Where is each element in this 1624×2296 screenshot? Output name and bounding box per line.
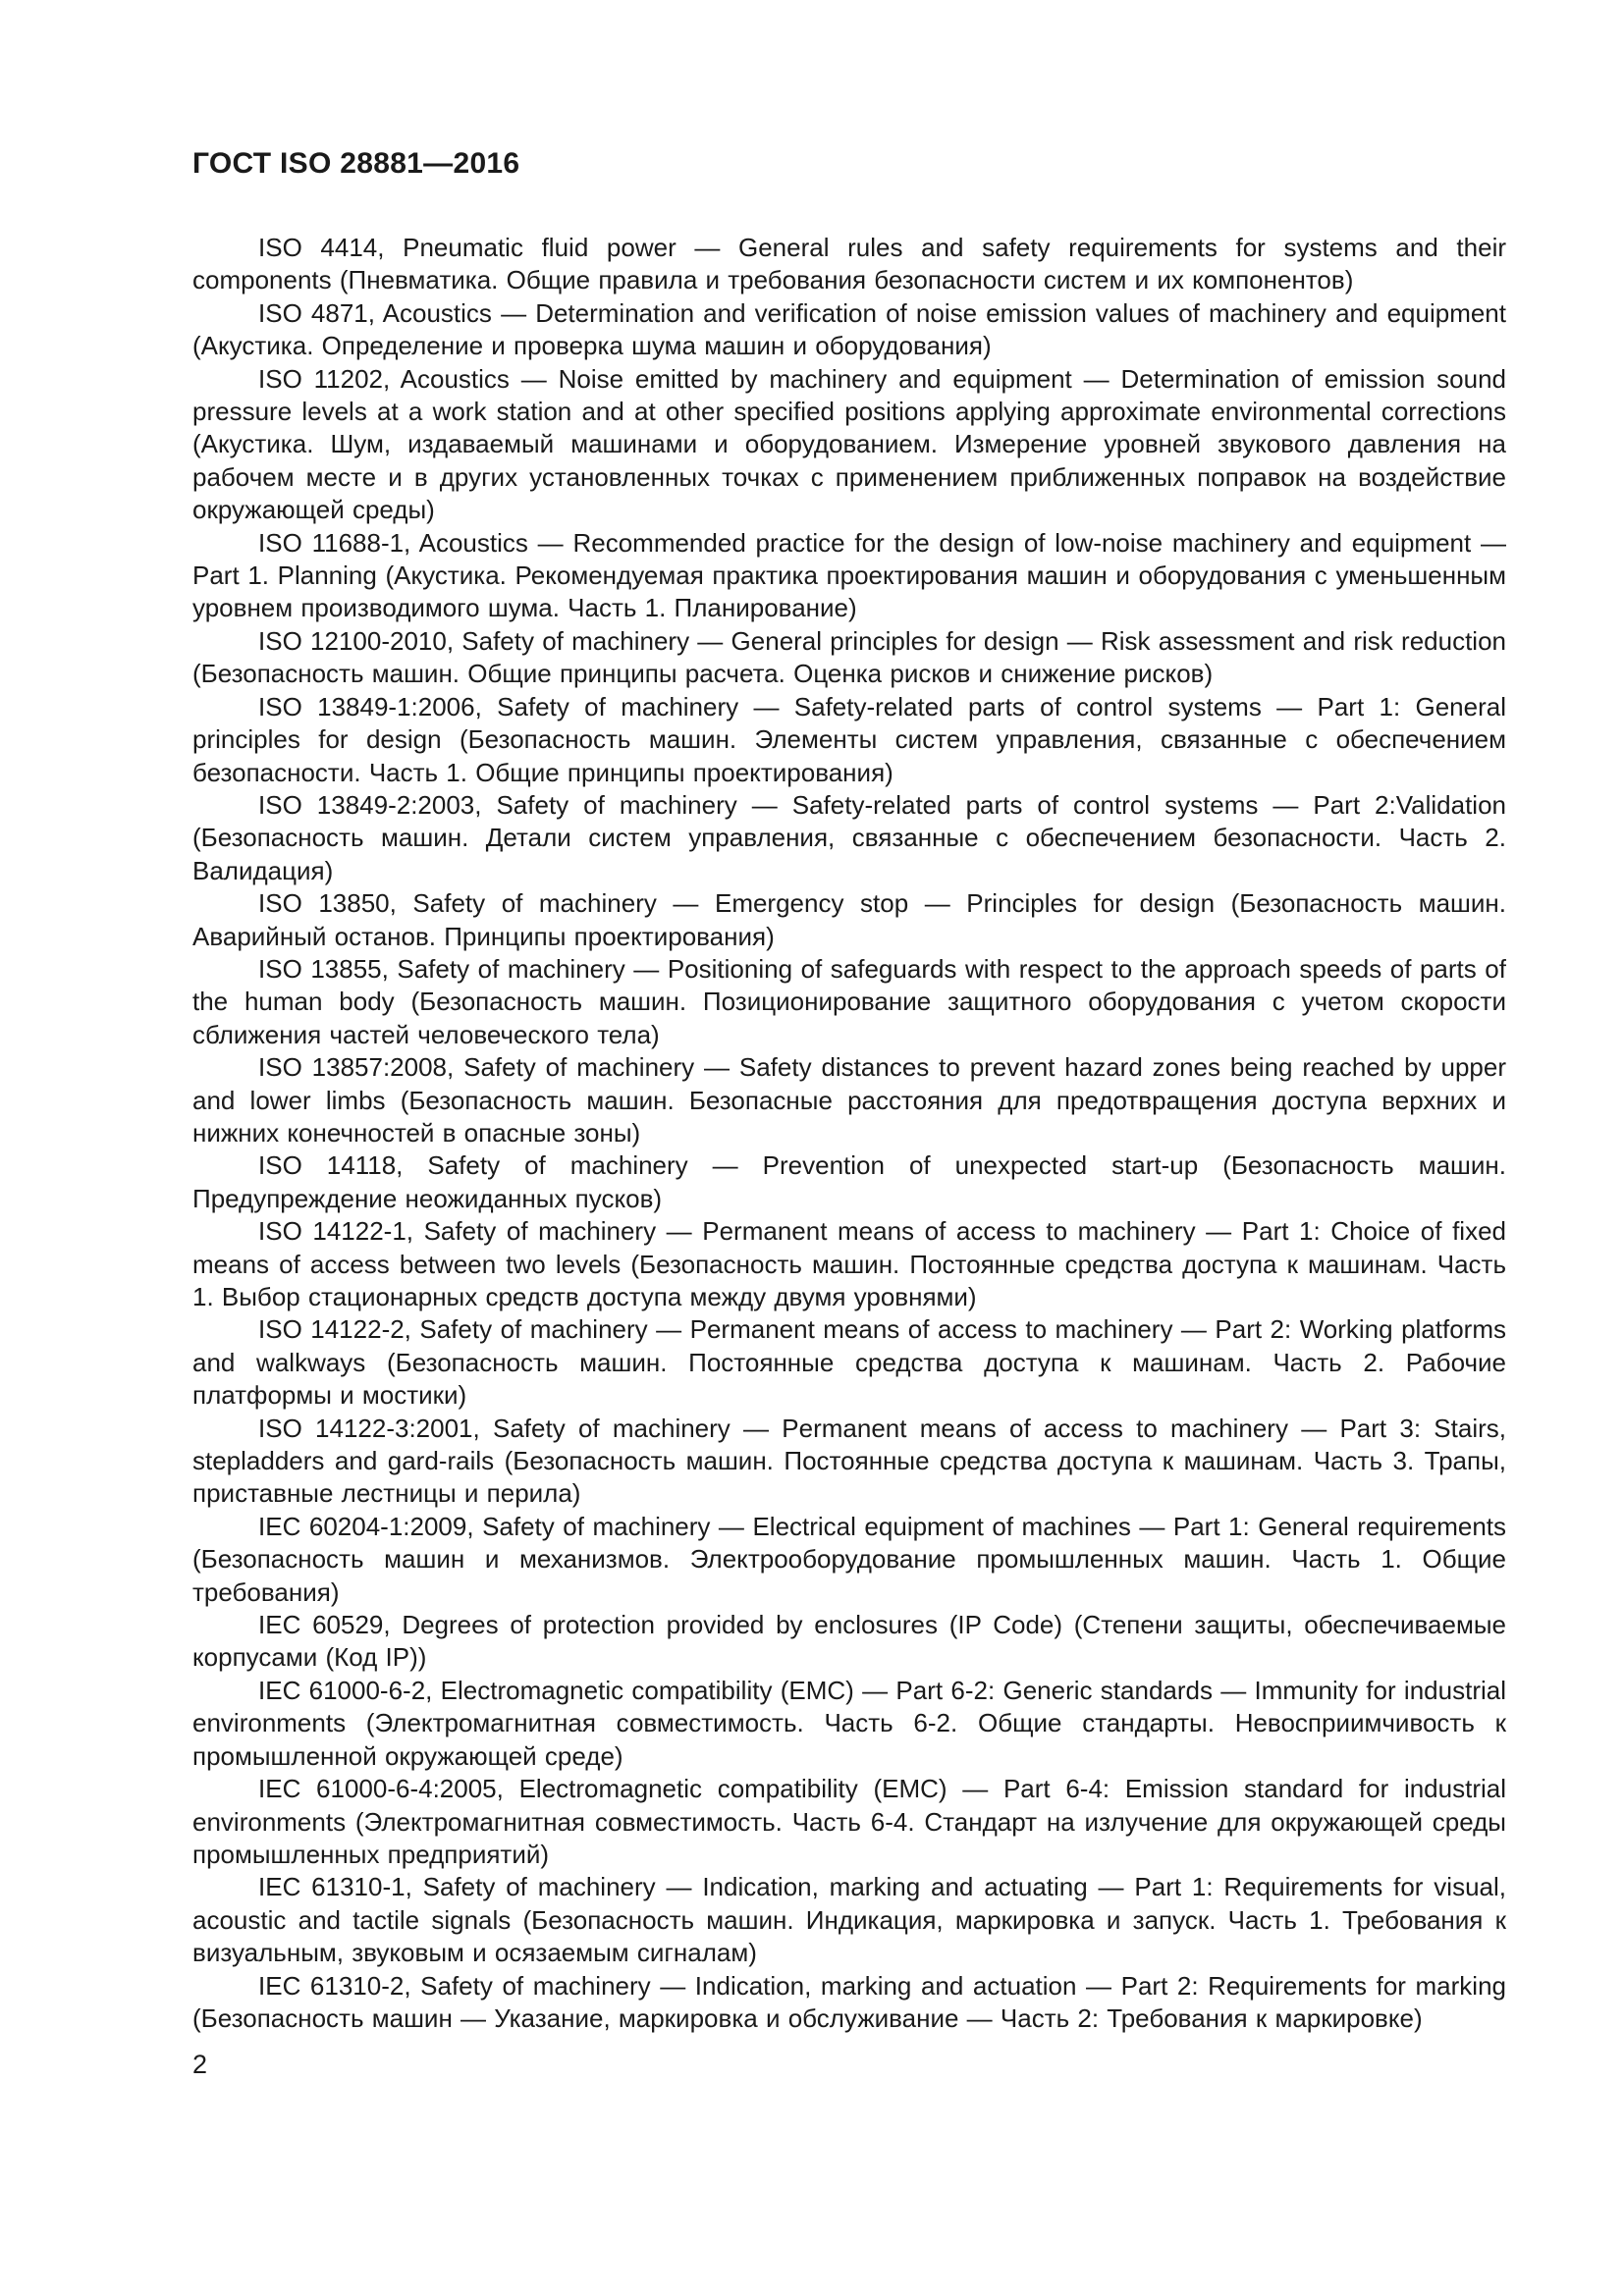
reference-paragraph: ISO 4871, Acoustics — Determination and verification of noise emission values of machinery and equipment (Акустика. Определение и проверка шума машин и оборудования): [192, 297, 1506, 361]
page-number: 2: [192, 2050, 208, 2080]
reference-paragraph: IEC 61310-1, Safety of machinery — Indication, marking and actuating — Part 1: Requirements for visual, acoustic and tactile signals (Безопасность машин. Индикация, маркировка и запуск. Часть 1. Требования к визуальным, звуковым и осязаемым сигналам): [192, 1872, 1506, 1968]
reference-paragraph: IEC 61000-6-4:2005, Electromagnetic compatibility (EMC) — Part 6-4: Emission standard for industrial environments (Электромагнитная совместимость. Часть 6-4. Стандарт на излучение для окружающей среды промышленных предприятий): [192, 1774, 1506, 1869]
reference-paragraph: ISO 4414, Pneumatic fluid power — General rules and safety requirements for systems and their components (Пневматика. Общие правила и требования безопасности систем и их компонентов): [192, 233, 1506, 295]
reference-paragraph: ISO 11202, Acoustics — Noise emitted by machinery and equipment — Determination of emission sound pressure levels at a work station and at other specified positions applying approximate environmental corrections (Акустика. Шум, издаваемый машинами и оборудованием. Измерение уровней звукового давления на рабочем месте и в других установленных точках с применением приближенных поправок на воздействие окружающей среды): [192, 363, 1506, 525]
reference-paragraph: ISO 13849-2:2003, Safety of machinery — Safety-related parts of control systems — Part 2:Validation (Безопасность машин. Детали систем управления, связанные с обеспечением безопасности. Часть 2. Валидация): [192, 789, 1506, 885]
reference-paragraph: IEC 60529, Degrees of protection provided by enclosures (IP Code) (Степени защиты, обеспечиваемые корпусами (Код IP)): [192, 1610, 1506, 1673]
reference-paragraph: IEC 61000-6-2, Electromagnetic compatibility (EMC) — Part 6-2: Generic standards — Immunity for industrial environments (Электромагнитная совместимость. Часть 6-2. Общие стандарты. Невосприимчивость к промышленной окружающей среде): [192, 1675, 1506, 1771]
references-list: [192, 232, 1506, 2035]
reference-paragraph: ISO 14122-1, Safety of machinery — Permanent means of access to machinery — Part 1: Choice of fixed means of access between two levels (Безопасность машин. Постоянные средства доступа к машинам. Часть 1. Выбор стационарных средств доступа между двумя уровнями): [192, 1216, 1506, 1311]
reference-paragraph: ISO 14122-2, Safety of machinery — Permanent means of access to machinery — Part 2: Working platforms and walkways (Безопасность машин. Постоянные средства доступа к машинам. Часть 2. Рабочие платформы и мостики): [192, 1314, 1506, 1411]
reference-paragraph: ISO 11688-1, Acoustics — Recommended practice for the design of low-noise machinery and equipment — Part 1. Planning (Акустика. Рекомендуемая практика проектирования машин и оборудования с уменьшенным уровнем производимого шума. Часть 1. Планирование): [192, 527, 1506, 623]
reference-paragraph: ISO 13855, Safety of machinery — Positioning of safeguards with respect to the approach speeds of parts of the human body (Безопасность машин. Позиционирование защитного оборудования с учетом скорости сближения частей человеческого тела): [192, 953, 1506, 1049]
reference-paragraph: ISO 14118, Safety of machinery — Prevention of unexpected start-up (Безопасность машин. Предупреждение неожиданных пусков): [192, 1150, 1506, 1213]
reference-paragraph: ISO 12100-2010, Safety of machinery — General principles for design — Risk assessment and risk reduction (Безопасность машин. Общие принципы расчета. Оценка рисков и снижение рисков): [192, 625, 1506, 689]
reference-paragraph: IEC 61310-2, Safety of machinery — Indication, marking and actuation — Part 2: Requirements for marking (Безопасность машин — Указание, маркировка и обслуживание — Часть 2: Требования к маркировке): [192, 1970, 1506, 2033]
reference-paragraph: ISO 13850, Safety of machinery — Emergency stop — Principles for design (Безопасность машин. Аварийный останов. Принципы проектирования): [192, 888, 1506, 951]
reference-paragraph: ISO 13849-1:2006, Safety of machinery — Safety-related parts of control systems — Part 1: General principles for design (Безопасность машин. Элементы систем управления, связанные с обеспечением безопасности. Часть 1. Общие принципы проектирования): [192, 691, 1506, 787]
reference-paragraph: IEC 60204-1:2009, Safety of machinery — Electrical equipment of machines — Part 1: General requirements (Безопасность машин и механизмов. Электрооборудование промышленных машин. Часть 1. Общие требования): [192, 1511, 1506, 1607]
reference-paragraph: ISO 14122-3:2001, Safety of machinery — Permanent means of access to machinery — Part 3: Stairs, stepladders and gard-rails (Безопасность машин. Постоянные средства доступа к машинам. Часть 3. Трапы, приставные лестницы и перила): [192, 1413, 1506, 1509]
document-header: ГОСТ ISO 28881—2016: [192, 147, 520, 180]
reference-paragraph: ISO 13857:2008, Safety of machinery — Safety distances to prevent hazard zones being reached by upper and lower limbs (Безопасность машин. Безопасные расстояния для предотвращения доступа верхних и нижних конечностей в опасные зоны): [192, 1052, 1506, 1148]
